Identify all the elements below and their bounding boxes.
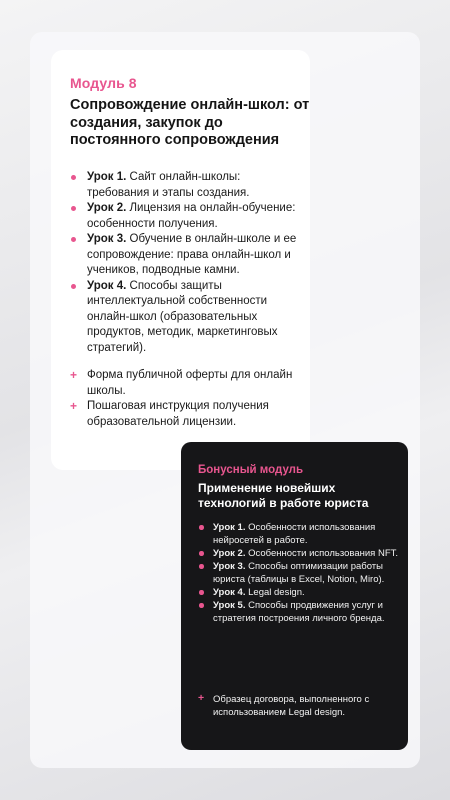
lesson-number: Урок 2. [213,548,246,559]
lesson-text: Способы оптимизации работы юриста (таблицы в Excel, Notion, Miro). [213,561,385,585]
bonus-lesson-item [198,560,398,586]
extra-text: Форма публичной оферты для онлайн школы. [87,369,293,397]
lesson-number: Урок 4. [213,587,246,598]
plus-icon: + [70,399,78,413]
bullet-dot-icon [71,284,76,289]
lesson-text: Обучение в онлайн-школе и ее сопровождение: права онлайн-школ и учеников, подводные камни. [87,233,297,276]
plus-icon: + [70,368,78,382]
lesson-text: Способы защиты интеллектуальной собственности онлайн-школ (образовательных продуктов, методик, маркетинговых стратегий). [87,279,278,354]
extra-text: Образец договора, выполненного с использованием Legal design. [213,694,370,718]
lesson-text: Способы продвижения услуг и стратегия построения личного бренда. [213,600,385,624]
extra-item [70,368,300,399]
lesson-text: Сайт онлайн-школы: требования и этапы создания. [87,171,250,199]
bonus-lesson-item [198,599,398,625]
lesson-number: Урок 3. [87,233,127,245]
bullet-dot-icon [71,206,76,211]
lesson-text: Лицензия на онлайн-обучение: особенности получения. [87,202,296,230]
lesson-number: Урок 1. [213,522,246,533]
lesson-number: Урок 1. [87,171,127,183]
bullet-dot-icon [71,175,76,180]
bonus-extra-item [198,693,398,719]
bonus-lesson-item [198,586,398,599]
bullet-dot-icon [199,525,204,530]
bullet-dot-icon [199,590,204,595]
module-lessons-list [70,170,300,356]
lesson-text: Legal design. [245,587,305,598]
lesson-text: Особенности использования нейросетей в работе. [213,522,376,546]
bullet-dot-icon [71,237,76,242]
module-label: Модуль 8 [70,75,137,91]
lesson-item [70,232,300,279]
lesson-number: Урок 2. [87,202,127,214]
bonus-lesson-item [198,547,398,560]
extra-text: Пошаговая инструкция получения образовательной лицензии. [87,400,269,428]
lesson-item [70,201,300,232]
bullet-dot-icon [199,564,204,569]
module-extras-list [70,368,300,430]
bonus-lessons-list [198,521,398,625]
bullet-dot-icon [199,603,204,608]
lesson-number: Урок 4. [87,279,127,292]
module-title: Сопровождение онлайн-школ: от создания, закупок до постоянного сопровождения [70,97,310,148]
bonus-lesson-item [198,521,398,547]
bonus-title: Применение новейших технологий в работе юриста [198,481,369,510]
lesson-number: Урок 5. [213,600,246,611]
bonus-label: Бонусный модуль [198,464,304,476]
lesson-item [70,279,300,357]
lesson-item [70,170,300,201]
plus-icon: + [198,692,205,704]
lesson-number: Урок 3. [213,561,246,572]
lesson-text: Особенности использования NFT. [245,548,399,559]
bullet-dot-icon [199,551,204,556]
bonus-extras-list [198,693,398,719]
extra-item [70,399,300,430]
